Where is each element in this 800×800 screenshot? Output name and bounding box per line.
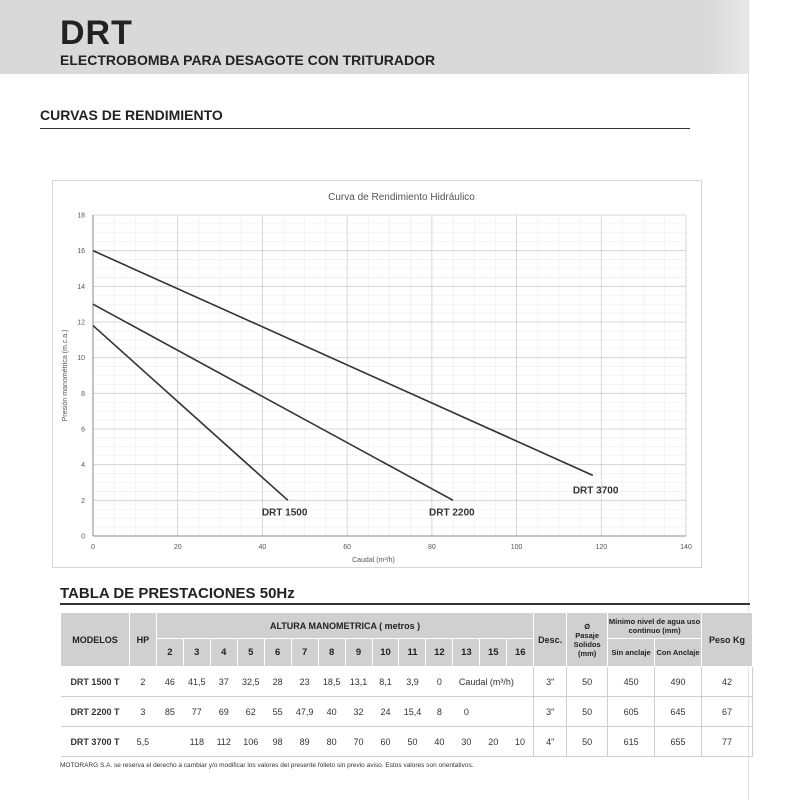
desc-cell: 3" [534,697,567,727]
header-modelos: MODELOS [61,613,130,667]
series-line [93,251,593,476]
desc-cell: 3" [534,667,567,697]
chart-title: Curva de Rendimiento Hidráulico [328,192,475,203]
table-row [61,697,753,727]
flow-cell: 118 [183,727,210,757]
y-tick-label: 4 [81,462,85,470]
flow-cell: 23 [291,667,318,697]
header-height: 16 [507,639,534,667]
y-tick-label: 16 [77,248,85,256]
header-height: 7 [291,639,318,667]
con-anclaje-cell: 645 [655,697,702,727]
flow-cell [507,697,534,727]
flow-cell: 62 [237,697,264,727]
flow-cell: 28 [264,667,291,697]
header-height: 3 [183,639,210,667]
peso-cell: 67 [701,697,752,727]
series-label: DRT 1500 [261,507,308,519]
performance-chart [52,180,702,568]
flow-cell: 70 [345,727,372,757]
table-title-divider [60,603,750,605]
flow-cell: 10 [507,727,534,757]
performance-table [60,612,753,757]
header-height: 12 [426,639,453,667]
flow-cell: 18,5 [318,667,345,697]
header-height: 5 [237,639,264,667]
x-tick-label: 0 [91,544,95,551]
footnote: MOTORARG S.A. se reserva el derecho a cambiar y/o modificar los valores del presente folleto sin previo aviso. Estos valores son orientativos. [60,762,474,769]
pasaje-symbol: Ø [584,621,591,631]
header-desc: Desc. [534,613,567,667]
flow-cell: 30 [453,727,480,757]
flow-cell: 32 [345,697,372,727]
pasaje-cell: 50 [567,697,608,727]
pasaje-label: Pasaje Solidos (mm) [573,630,601,658]
flow-cell: 47,9 [291,697,318,727]
hp-cell: 5,5 [129,727,156,757]
flow-cell: 46 [156,667,183,697]
header-pasaje [567,613,608,667]
y-tick-label: 10 [77,355,85,363]
header-peso: Peso Kg [701,613,752,667]
chart-svg [53,181,701,567]
header-height: 13 [453,639,480,667]
flow-cell: 55 [264,697,291,727]
y-tick-label: 12 [77,319,85,327]
header-height: 11 [399,639,426,667]
header-height: 6 [264,639,291,667]
page-subtitle: ELECTROBOMBA PARA DESAGOTE CON TRITURADOR [60,52,436,68]
con-anclaje-cell: 655 [655,727,702,757]
flow-cell: 3,9 [399,667,426,697]
flow-cell: 60 [372,727,399,757]
right-margin-strip [748,0,800,800]
sin-anclaje-cell: 615 [608,727,655,757]
sin-anclaje-cell: 450 [608,667,655,697]
x-tick-label: 20 [173,544,182,551]
header-sin-anclaje: Sin anclaje [608,639,655,667]
y-tick-label: 14 [77,283,85,291]
flow-cell: 0 [453,697,480,727]
flow-cell: 24 [372,697,399,727]
x-tick-label: 80 [427,544,436,551]
flow-cell [156,727,183,757]
x-axis-label: Caudal (m³/h) [352,557,395,564]
flow-cell: 77 [183,697,210,727]
section-divider [40,128,690,129]
peso-cell: 77 [701,727,752,757]
section-title: CURVAS DE RENDIMIENTO [40,107,223,123]
desc-cell: 4" [534,727,567,757]
header-height: 9 [345,639,372,667]
flow-cell: 40 [318,697,345,727]
model-cell: DRT 2200 T [61,697,130,727]
y-tick-label: 8 [81,390,85,398]
caudal-label-cell: Caudal (m³/h) [453,667,534,697]
header-con-anclaje: Con Anclaje [655,639,702,667]
header-height: 10 [372,639,399,667]
flow-cell: 106 [237,727,264,757]
flow-cell: 32,5 [237,667,264,697]
page-title: DRT [60,14,133,52]
y-tick-label: 18 [77,212,85,220]
x-tick-label: 120 [595,544,608,551]
flow-cell: 8 [426,697,453,727]
x-tick-label: 60 [343,544,352,551]
hp-cell: 3 [129,697,156,727]
series-label: DRT 3700 [572,485,619,497]
y-axis-label: Presión manométrica (m.c.a.) [62,329,69,422]
flow-cell: 98 [264,727,291,757]
header-altura: ALTURA MANOMETRICA ( metros ) [156,613,533,639]
header-hp: HP [129,613,156,667]
flow-cell: 20 [480,727,507,757]
x-tick-label: 40 [258,544,267,551]
series-label: DRT 2200 [429,507,475,519]
header-nivel: Mínimo nivel de agua uso continuo (mm) [608,613,702,639]
flow-cell: 13,1 [345,667,372,697]
pasaje-cell: 50 [567,727,608,757]
table-row [61,727,753,757]
peso-cell: 42 [701,667,752,697]
flow-cell: 40 [426,727,453,757]
flow-cell: 89 [291,727,318,757]
flow-cell: 37 [210,667,237,697]
header-height: 15 [480,639,507,667]
y-tick-label: 6 [81,426,85,434]
flow-cell [480,697,507,727]
header-height: 8 [318,639,345,667]
series-line [93,326,288,501]
flow-cell: 50 [399,727,426,757]
flow-cell: 85 [156,697,183,727]
flow-cell: 0 [426,667,453,697]
table-row [61,667,753,697]
model-cell: DRT 3700 T [61,727,130,757]
sin-anclaje-cell: 605 [608,697,655,727]
flow-cell: 8,1 [372,667,399,697]
hp-cell: 2 [129,667,156,697]
flow-cell: 112 [210,727,237,757]
flow-cell: 80 [318,727,345,757]
header-height: 2 [156,639,183,667]
con-anclaje-cell: 490 [655,667,702,697]
x-tick-label: 100 [510,544,523,551]
header-height: 4 [210,639,237,667]
flow-cell: 15,4 [399,697,426,727]
flow-cell: 69 [210,697,237,727]
table-title: TABLA DE PRESTACIONES 50Hz [60,585,295,602]
x-tick-label: 140 [680,544,692,551]
flow-cell: 41,5 [183,667,210,697]
pasaje-cell: 50 [567,667,608,697]
y-tick-label: 2 [81,497,85,505]
model-cell: DRT 1500 T [61,667,130,697]
y-tick-label: 0 [81,533,85,541]
